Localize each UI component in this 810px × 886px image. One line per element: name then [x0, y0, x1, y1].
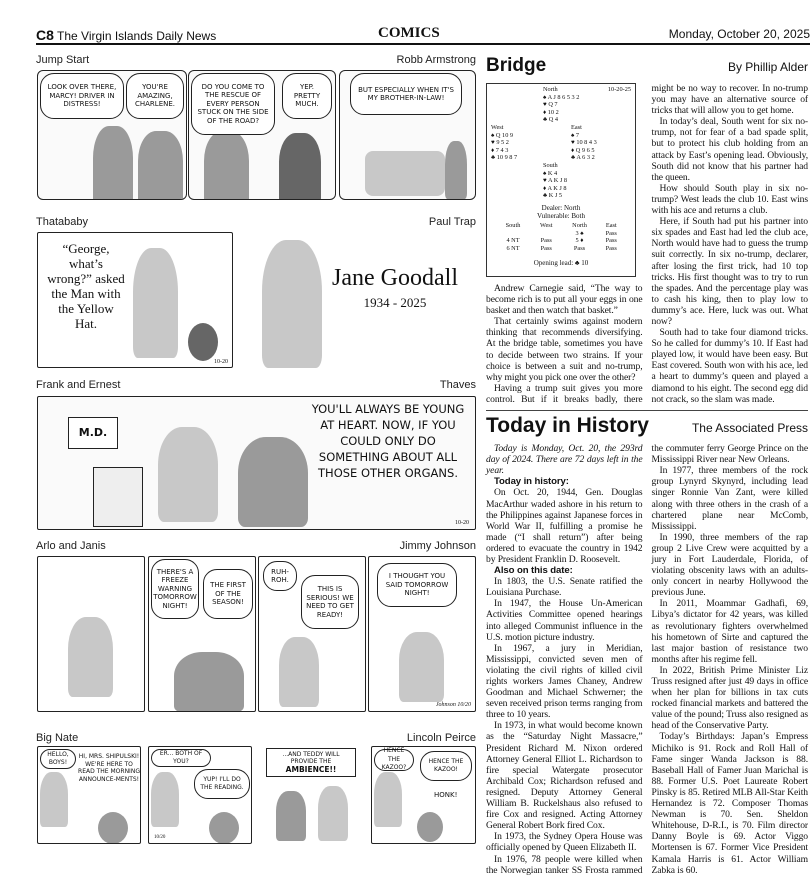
spades: ♠ A J 8 6 5 3 2: [543, 93, 580, 101]
speech-bubble: YUP! I'LL DO THE READING.: [194, 769, 250, 799]
car-drawing: [365, 151, 445, 196]
bridge-author: By Phillip Alder: [727, 60, 808, 74]
paper-name: The Virgin Islands Daily News: [57, 29, 217, 43]
character-drawing: [93, 126, 133, 200]
character-drawing: [279, 637, 319, 707]
caption-box: [266, 748, 356, 777]
bid: Pass: [605, 237, 617, 245]
speech-bubble: BUT ESPECIALLY WHEN IT'S MY BROTHER-IN-LAW!: [350, 73, 462, 115]
dealer: Dealer: North: [541, 204, 581, 212]
hand-label: East: [571, 124, 582, 131]
jane-goodall-drawing: [262, 240, 322, 368]
character-drawing: [279, 133, 321, 200]
hearts: ♥ A K J 8: [543, 177, 568, 185]
bid-header: North: [572, 222, 587, 229]
hand-label: South: [543, 162, 558, 169]
paragraph: In today’s deal, South went for six no-trump, not for fear of a bad spade split, but to protect his club holding from an attack by East’s opening lead. Obviously, South did not know that his partner had the queen.: [651, 116, 808, 183]
bid: 5 ♦: [575, 237, 584, 245]
character-drawing: [138, 131, 183, 200]
character-drawing: [399, 632, 444, 702]
character-drawing: [445, 141, 467, 199]
comic-panel: [188, 70, 336, 200]
hand-south: [543, 162, 567, 200]
page-date: Monday, October 20, 2025: [668, 27, 810, 41]
diamonds: ♦ Q 9 6 5: [571, 146, 595, 154]
hearts: ♥ 10 8 4 3: [571, 139, 597, 147]
cabinet-drawing: [93, 467, 143, 527]
event: In 1947, the House Un-American Activities Committee opened hearings into alleged Communist influence in the U.S. motion picture industry.: [486, 598, 643, 643]
comic-panel: [148, 556, 256, 712]
teddy-drawing: [318, 786, 348, 841]
comic-panel: [37, 396, 476, 530]
comic-author: Robb Armstrong: [396, 54, 476, 66]
comic-panel: [37, 232, 233, 368]
comic-caption: “George, what’s wrong?” asked the Man with the Yellow Hat.: [47, 241, 125, 331]
teacher-drawing: [40, 772, 68, 827]
speech-bubble: ER... BOTH OF YOU?: [151, 749, 211, 767]
speech-bubble: YOU'RE AMAZING, CHARLENE.: [126, 73, 184, 119]
comic-panel: [37, 746, 141, 844]
comic-author: Lincoln Peirce: [406, 732, 476, 744]
caption-text: ...AND TEDDY WILL PROVIDE THE: [282, 751, 340, 765]
vulnerability: Vulnerable: Both: [537, 212, 585, 220]
comic-date: 10/20: [154, 835, 166, 840]
deal-date: 10-20-25: [607, 86, 631, 93]
history-header: [486, 414, 808, 438]
paragraph: On Oct. 20, 1944, Gen. Douglas MacArthur waded ashore in his return to the Philippines against Japanese forces in World War II, fulfilling a promise he made (“I shall return”) after being ordered to evacuate the country in 1942 by President Franklin D. Roosevelt.: [486, 487, 643, 565]
speech-bubble: YEP. PRETTY MUCH.: [282, 73, 332, 119]
comic-date: 10-20: [455, 520, 469, 526]
comic-panel: [368, 556, 476, 712]
comic-panel: [37, 70, 187, 200]
monkey-drawing: [188, 323, 218, 361]
comic-panel: [339, 70, 476, 200]
clubs: ♣ A 6 3 2: [571, 154, 595, 162]
tribute: [330, 265, 460, 311]
tribute-years: 1934 - 2025: [363, 295, 427, 310]
comic-title: Frank and Ernest: [36, 379, 121, 391]
doctor-drawing: [238, 437, 308, 527]
event: In 1973, in what would become known as the “Saturday Night Massacre,” President Richard M. Nixon ordered Attorney General Elliot L. Richardson to fire special Watergate prosecutor Archibald Cox; Richardson refused and resigned. Deputy Attorney General William B. Ruckelshaus also refused to fire Cox and resigned. Acting Attorney General Robert Bork fired Cox.: [486, 720, 643, 832]
office-sign: M.D.: [68, 417, 118, 449]
event: In 1976, 78 people were killed when the Norwegian tanker SS Frosta rammed the commuter ferry George Prince on the Mississippi River near New Orleans.: [486, 443, 808, 876]
comic-author: Thaves: [439, 379, 476, 391]
hand-label: West: [491, 124, 504, 131]
page-number: C8: [36, 27, 54, 43]
event: In 1990, three members of the rap group 2 Live Crew were acquitted by a jury in Fort Lauderdale, Florida, of violating obscenity laws with an adults-only concert in nearby Hollywood the previous June.: [651, 531, 808, 599]
bridge-title: Bridge: [486, 55, 547, 76]
tribute-name: Jane Goodall: [332, 265, 458, 291]
clubs: ♣ 10 9 8 7: [491, 154, 518, 162]
bridge-diagram: [486, 83, 636, 277]
birthdays: Today’s Birthdays: Japan’s Empress Michiko is 91. Rock and Roll Hall of Fame singer Wanda Jackson is 88. Baseball Hall of Famer Juan Marichal is 88. Former U.S. Poet Laureate Robert Pinsky is 85. Retired MLB All-Star Keith Hernandez is 72. Composer Thomas Newman is 70. Sen. Sheldon Whitehouse, D-R.I., is 70. Film director Danny Boyle is 69. Actor Viggo Mortensen is 67. Former Vice President Kamala Harris is 61. Actor William Zabka is 60.: [651, 731, 808, 876]
header-rule: [36, 43, 810, 45]
patient-drawing: [158, 427, 218, 522]
comic-panel: [371, 746, 476, 844]
speech-bubble: LOOK OVER THERE, MARCY! DRIVER IN DISTRESS!: [40, 73, 124, 119]
event: In 1973, the Sydney Opera House was officially opened by Queen Elizabeth II.: [486, 831, 643, 854]
speech-bubble: THE FIRST OF THE SEASON!: [203, 569, 253, 619]
bid: Pass: [605, 229, 617, 237]
page-header-left: [36, 27, 216, 43]
nate-drawing: [209, 812, 239, 844]
subhead: Also on this date:: [494, 565, 573, 577]
history-author: The Associated Press: [691, 421, 808, 436]
comic-panel: [148, 746, 252, 844]
paragraph: How should South play in six no-trump? West leads the club 10. East wins with his ace and returns a club.: [651, 182, 808, 217]
deal-info: [487, 204, 635, 220]
hearts: ♥ Q 7: [543, 101, 558, 109]
diamonds: ♦ 10 2: [543, 108, 559, 116]
bridge-columns: [486, 83, 808, 405]
nate-drawing: [98, 812, 128, 844]
paragraph: Here, if South had put his partner into six spades and East had led the club ace, North would have had to guess the trump suit correctly. In six no-trump, declarer, after losing the first trick, had 10 top tricks. His first thought was to try to run the spades. And the percentage play was to cash his king, then to play low to dummy’s ace. Here, luck was out. What now?: [651, 216, 808, 327]
event: In 2022, British Prime Minister Liz Truss resigned after just 49 days in office when her plan for billions in tax cuts rocked financial markets and battered the value of the pound; Truss also resigned as head of the Conservative Party.: [651, 664, 808, 732]
bid: Pass: [540, 237, 552, 245]
speech-bubble: HENCE THE KAZOO!: [420, 751, 472, 781]
hand-west: [491, 124, 517, 162]
subhead: Today in history:: [494, 476, 569, 488]
hand-label: North: [543, 86, 558, 93]
comic-panel: [258, 556, 366, 712]
speech-bubble: I THOUGHT YOU SAID TOMORROW NIGHT!: [377, 563, 457, 607]
comic-panel: [258, 746, 362, 844]
event: In 2011, Moammar Gadhafi, 69, Libya’s dictator for 42 years, was killed as revolutionary fighters overwhelmed his hometown of Sirte and captured the last major bastion of resistance two months after his regime fell.: [651, 598, 808, 665]
nate-drawing: [276, 791, 306, 841]
comic-author: Paul Trap: [428, 216, 476, 228]
history-title: Today in History: [486, 414, 649, 438]
spades: ♠ 7: [571, 131, 580, 139]
bid-header: West: [540, 222, 553, 229]
section-divider: [486, 410, 808, 411]
comic-title: Big Nate: [36, 732, 79, 744]
sound-effect: HONK!: [434, 791, 458, 799]
speech-bubble: THIS IS SERIOUS! WE NEED TO GET READY!: [301, 575, 359, 629]
bid: [531, 230, 561, 238]
bidding-table: [495, 222, 625, 252]
hand-north: [543, 86, 579, 124]
comic-title: Jump Start: [36, 54, 90, 66]
speech-bubble: DO YOU COME TO THE RESCUE OF EVERY PERSON STUCK ON THE SIDE OF THE ROAD?: [191, 73, 275, 135]
right-column: [486, 55, 808, 876]
comic-author: Jimmy Johnson: [399, 540, 476, 552]
bid: 6 NT: [506, 244, 520, 252]
bid: Pass: [605, 244, 617, 252]
diamonds: ♦ A K J 8: [543, 184, 567, 192]
caption-emphasis: AMBIENCE!!: [285, 765, 337, 774]
event: In 1967, a jury in Meridian, Mississippi, convicted seven men of violating the civil rights of killed civil rights workers James Chaney, Andrew Goodman and Michael Schwerner; the seven received prison terms ranging from three to 10 years.: [486, 642, 643, 721]
clubs: ♣ Q 4: [543, 116, 558, 124]
spades: ♠ Q 10 9: [491, 131, 514, 139]
paragraph: That certainly swims against modern thinking that recommends diversifying. At the bridge table, sometimes you have to decide between two strains. If your choice is between a suit and no-trump, why might you pick one over the other?: [486, 316, 643, 383]
teacher-drawing: [151, 772, 179, 827]
speech-bubble: HELLO, BOYS!: [40, 749, 76, 769]
bid: Pass: [573, 244, 586, 252]
comic-title: Arlo and Janis: [36, 540, 106, 552]
speech-text: YOU'LL ALWAYS BE YOUNG AT HEART. NOW, IF YOU COULD ONLY DO SOMETHING ABOUT ALL THOSE OTHER ORGANS.: [311, 402, 465, 480]
paragraph: Having a trump suit gives you more control. But if it breaks badly, there might be no way to recover. In no-trump you may have an alternative source of tricks that will allow you to get home.: [486, 83, 808, 405]
bid: [495, 230, 531, 238]
character-drawing: [204, 131, 249, 200]
bid: 3 ♠: [575, 229, 584, 237]
event: In 1803, the U.S. Senate ratified the Louisiana Purchase.: [486, 576, 643, 599]
comic-date: 10-20: [214, 359, 228, 365]
spades: ♠ K 4: [543, 169, 558, 177]
event: In 1977, three members of the rock group Lynyrd Skynyrd, including lead singer Ronnie Van Zant, were killed along with three others in the crash of a chartered plane near McComb, Mississippi.: [651, 465, 808, 532]
character-drawing: [174, 652, 244, 712]
man-yellow-hat-drawing: [133, 248, 178, 358]
speech-text: HI, MRS. SHIPULSKI! WE'RE HERE TO READ THE MORNING ANNOUNCE-MENTS!: [78, 753, 140, 783]
clubs: ♣ K J 5: [543, 192, 563, 200]
speech-bubble: RUH-ROH.: [263, 561, 297, 591]
opening-lead: Opening lead: ♣ 10: [533, 259, 589, 267]
bid-header: South: [505, 222, 521, 229]
bridge-header: [486, 55, 808, 77]
artist-signature: Johnson 10/20: [435, 702, 471, 708]
hearts: ♥ 9 5 2: [491, 139, 509, 147]
bid-header: East: [605, 222, 617, 229]
comic-title: Thatababy: [36, 216, 88, 228]
intro: Today is Monday, Oct. 20, the 293rd day of 2024. There are 72 days left in the year.: [486, 443, 643, 477]
section-title: COMICS: [378, 25, 440, 41]
speech-bubble: HENCE THE KAZOO?: [374, 749, 414, 771]
paragraph: Andrew Carnegie said, “The way to become rich is to put all your eggs in one basket and then watch that basket.”: [486, 283, 643, 317]
character-drawing: [68, 617, 113, 697]
comic-panel: [37, 556, 145, 712]
hand-east: [571, 124, 597, 162]
bid: Pass: [540, 244, 552, 252]
history-columns: [486, 443, 808, 876]
teacher-drawing: [374, 772, 402, 827]
paragraph: South had to take four diamond tricks. So he called for dummy’s 10. If East had played low, it would have been easy. But East covered. South won with his ace, led a heart to dummy’s queen and played a diamond to his eight. The second egg did not crack, so the slam was made.: [651, 327, 808, 405]
speech-bubble: THERE'S A FREEZE WARNING TOMORROW NIGHT!: [151, 559, 199, 619]
diamonds: ♦ 7 4 3: [491, 146, 509, 154]
nate-drawing: [417, 812, 443, 842]
bid: 4 NT: [506, 237, 520, 245]
